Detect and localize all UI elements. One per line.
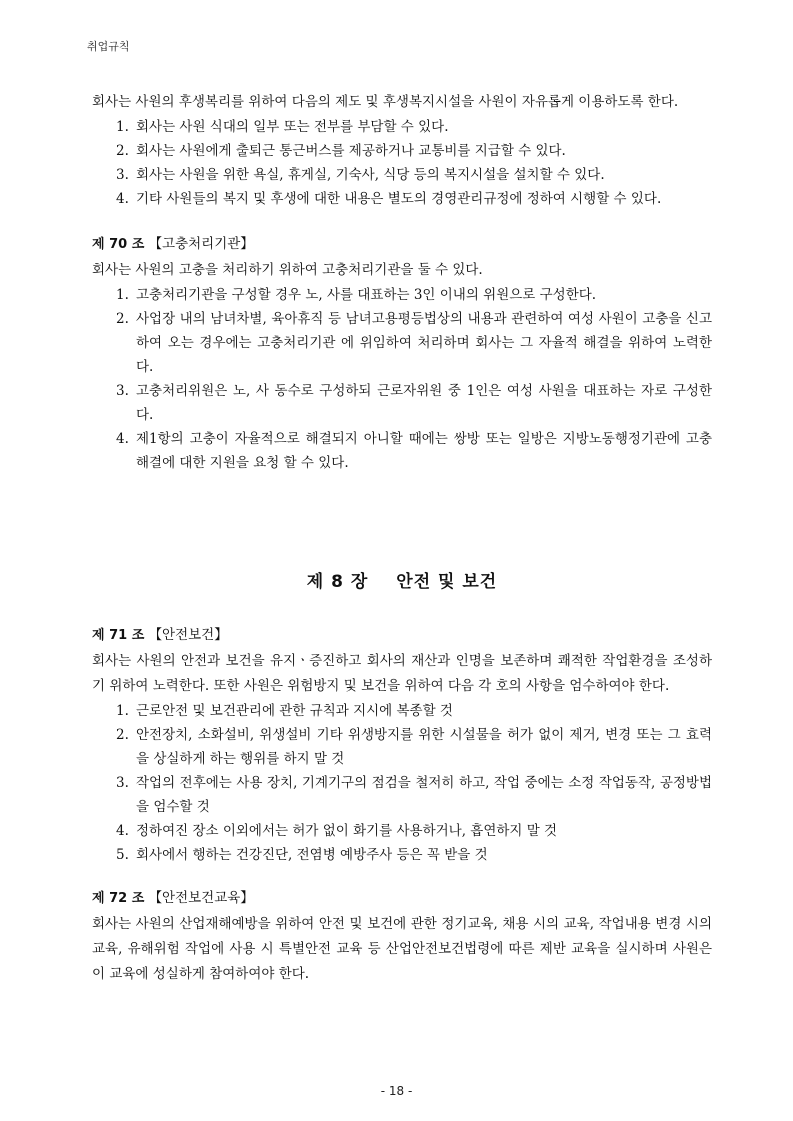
list-item (92, 307, 712, 379)
article-title: 【안전보건】 (148, 627, 228, 643)
list-item-text: 제1항의 고충이 자율적으로 해결되지 아니할 때에는 쌍방 또는 일방은 지방노동행정기관에 고충 해결에 대한 지원을 요청 할 수 있다. (136, 431, 712, 471)
list-item (92, 115, 712, 139)
list-item-text: 정하여진 장소 이외에서는 허가 없이 화기를 사용하거나, 흡연하지 말 것 (136, 823, 558, 839)
list-item (92, 283, 712, 307)
article-text: 회사는 사원의 안전과 보건을 유지ㆍ증진하고 회사의 재산과 인명을 보존하며 쾌적한 작업환경을 조성하기 위하여 노력한다. 또한 사원은 위험방지 및 보건을 위하여 다음 각 호의 사항을 엄수하여야 한다. (92, 653, 712, 694)
list-item-number: 4. (116, 431, 129, 447)
article-72 (92, 885, 712, 987)
article-text: 회사는 사원의 산업재해예방을 위하여 안전 및 보건에 관한 정기교육, 채용 시의 교육, 작업내용 변경 시의 교육, 유해위험 작업에 사용 시 특별안전 교육 등 산업안전보건법령에 따른 제반 교육을 실시하며 사원은 이 교육에 성실하게 참여하여야 한다. (92, 916, 712, 982)
list-item (92, 699, 712, 723)
list-item-number: 2. (116, 143, 129, 159)
page-number: - 18 - (380, 1084, 413, 1098)
list-item-number: 4. (116, 823, 129, 839)
article-heading (92, 622, 712, 649)
article-text: 회사는 사원의 고충을 처리하기 위하여 고충처리기관을 둘 수 있다. (92, 262, 483, 278)
article-number: 제 71 조 (92, 628, 145, 643)
list-item (92, 427, 712, 475)
article-title: 【안전보건교육】 (148, 890, 254, 906)
list-item-number: 1. (116, 119, 129, 135)
chapter-title: 안전 및 보건 (396, 572, 498, 592)
list-item-number: 2. (116, 311, 129, 327)
list-item (92, 163, 712, 187)
list-item-text: 회사는 사원에게 출퇴근 통근버스를 제공하거나 교통비를 지급할 수 있다. (136, 143, 566, 159)
list-item (92, 723, 712, 771)
list-item-text: 고충처리위원은 노, 사 동수로 구성하되 근로자위원 중 1인은 여성 사원을 대표하는 자로 구성한다. (136, 383, 712, 423)
list-item-text: 근로안전 및 보건관리에 관한 규칙과 지시에 복종할 것 (136, 703, 453, 719)
list-item-text: 회사는 사원을 위한 욕실, 휴게실, 기숙사, 식당 등의 복지시설을 설치할 수 있다. (136, 167, 605, 183)
article-70 (92, 231, 712, 475)
list-item-number: 3. (116, 775, 129, 791)
list-item (92, 771, 712, 819)
list-item (92, 379, 712, 427)
article-heading (92, 231, 712, 258)
document-body (92, 90, 712, 987)
chapter-heading (92, 567, 712, 592)
list-item-text: 고충처리기관을 구성할 경우 노, 사를 대표하는 3인 이내의 위원으로 구성한다. (136, 287, 597, 303)
article-number: 제 70 조 (92, 237, 145, 252)
list-item-text: 기타 사원들의 복지 및 후생에 대한 내용은 별도의 경영관리규정에 정하여 시행할 수 있다. (136, 191, 662, 207)
list-item-text: 회사에서 행하는 건강진단, 전염병 예방주사 등은 꼭 받을 것 (136, 847, 488, 863)
intro-paragraph: 회사는 사원의 후생복리를 위하여 다음의 제도 및 후생복지시설을 사원이 자유롭게 이용하도록 한다. (92, 94, 679, 110)
article-71-list (92, 699, 712, 867)
list-item (92, 819, 712, 843)
intro-list (92, 115, 712, 211)
list-item (92, 187, 712, 211)
document-header: 취업규칙 (87, 40, 130, 53)
list-item-number: 3. (116, 167, 129, 183)
list-item-number: 1. (116, 703, 129, 719)
article-71 (92, 622, 712, 867)
article-title: 【고충처리기관】 (148, 236, 254, 252)
list-item-number: 1. (116, 287, 129, 303)
list-item (92, 139, 712, 163)
article-70-list (92, 283, 712, 475)
list-item-number: 3. (116, 383, 129, 399)
chapter-number: 제 8 장 (306, 572, 369, 592)
article-number: 제 72 조 (92, 891, 145, 906)
list-item-number: 4. (116, 191, 129, 207)
list-item-text: 사업장 내의 남녀차별, 육아휴직 등 남녀고용평등법상의 내용과 관련하여 여성 사원이 고충을 신고하여 오는 경우에는 고충처리기관 에 위임하여 처리하며 회사는 그 자율적 해결을 위하여 노력한다. (136, 311, 712, 375)
list-item-text: 안전장치, 소화설비, 위생설비 기타 위생방지를 위한 시설물을 허가 없이 제거, 변경 또는 그 효력을 상실하게 하는 행위를 하지 말 것 (136, 727, 712, 767)
list-item-text: 작업의 전후에는 사용 장치, 기계기구의 점검을 철저히 하고, 작업 중에는 소정 작업동작, 공정방법을 엄수할 것 (136, 775, 712, 815)
article-heading (92, 885, 712, 912)
list-item-number: 5. (116, 847, 129, 863)
list-item-number: 2. (116, 727, 129, 743)
list-item (92, 843, 712, 867)
list-item-text: 회사는 사원 식대의 일부 또는 전부를 부담할 수 있다. (136, 119, 449, 135)
